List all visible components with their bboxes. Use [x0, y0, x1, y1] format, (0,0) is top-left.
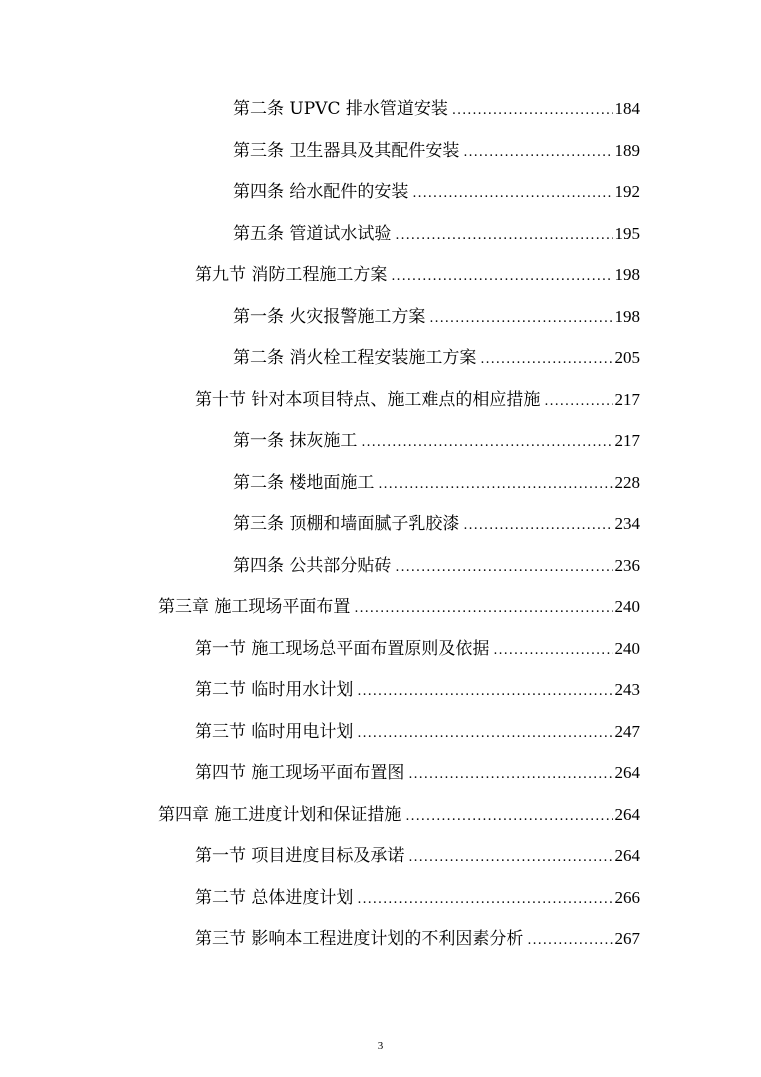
toc-entry[interactable] — [233, 555, 640, 579]
toc-entry[interactable] — [195, 928, 640, 952]
toc-entry-title: 第二节 临时用水计划 — [195, 680, 354, 700]
toc-entry[interactable] — [233, 98, 640, 122]
toc-entry[interactable] — [195, 389, 640, 413]
toc-entry-page: 184 — [614, 99, 640, 118]
toc-entry[interactable] — [195, 762, 640, 786]
toc-leader-dots — [395, 557, 612, 579]
toc-entry-title: 第四章 施工进度计划和保证措施 — [158, 805, 402, 825]
toc-entry-page: 189 — [614, 141, 640, 160]
toc-entry-title: 第二条 UPVC 排水管道安装 — [233, 99, 448, 119]
toc-entry[interactable] — [233, 181, 640, 205]
toc-entry-page: 198 — [614, 265, 640, 284]
toc-leader-dots — [405, 806, 612, 828]
toc-entry-title: 第三章 施工现场平面布置 — [158, 597, 351, 617]
toc-entry-page: 267 — [614, 929, 640, 948]
toc-leader-dots — [408, 847, 612, 869]
toc-entry[interactable] — [195, 638, 640, 662]
toc-entry-page: 192 — [614, 182, 640, 201]
toc-entry-page: 264 — [614, 805, 640, 824]
toc-entry-title: 第五条 管道试水试验 — [233, 224, 392, 244]
toc-entry[interactable] — [233, 223, 640, 247]
toc-entry-page: 240 — [614, 597, 640, 616]
toc-entry-page: 240 — [614, 639, 640, 658]
toc-leader-dots — [463, 142, 612, 164]
toc-entry-page: 228 — [614, 473, 640, 492]
toc-entry-title: 第一条 抹灰施工 — [233, 431, 358, 451]
toc-leader-dots — [527, 930, 612, 952]
toc-leader-dots — [357, 723, 612, 745]
toc-entry-page: 264 — [614, 846, 640, 865]
toc-entry-title: 第一条 火灾报警施工方案 — [233, 307, 426, 327]
toc-entry[interactable] — [233, 430, 640, 454]
toc-entry-title: 第一节 施工现场总平面布置原则及依据 — [195, 639, 490, 659]
toc-entry[interactable] — [158, 804, 640, 828]
toc-entry-page: 247 — [614, 722, 640, 741]
toc-entry-page: 217 — [614, 390, 640, 409]
toc-leader-dots — [452, 100, 613, 122]
toc-leader-dots — [544, 391, 612, 413]
toc-entry-page: 266 — [614, 888, 640, 907]
toc-entry[interactable] — [233, 140, 640, 164]
toc-leader-dots — [354, 598, 612, 620]
toc-leader-dots — [408, 764, 612, 786]
toc-entry-title: 第二条 消火栓工程安装施工方案 — [233, 348, 477, 368]
toc-entry[interactable] — [195, 721, 640, 745]
toc-entry-title: 第四条 公共部分贴砖 — [233, 556, 392, 576]
toc-entry-title: 第三条 卫生器具及其配件安装 — [233, 141, 460, 161]
toc-entry-title: 第十节 针对本项目特点、施工难点的相应措施 — [195, 390, 541, 410]
toc-leader-dots — [357, 681, 612, 703]
toc-leader-dots — [378, 474, 612, 496]
toc-entry-title: 第四节 施工现场平面布置图 — [195, 763, 405, 783]
toc-entry-page: 243 — [614, 680, 640, 699]
page-number: 3 — [377, 1040, 384, 1052]
toc-entry[interactable] — [195, 887, 640, 911]
toc-leader-dots — [463, 515, 612, 537]
toc-entry[interactable] — [233, 472, 640, 496]
toc-entry[interactable] — [195, 679, 640, 703]
toc-leader-dots — [429, 308, 612, 330]
toc-entry[interactable] — [233, 347, 640, 371]
toc-entry[interactable] — [195, 845, 640, 869]
toc-entry-title: 第三条 顶棚和墙面腻子乳胶漆 — [233, 514, 460, 534]
toc-leader-dots — [480, 349, 612, 371]
toc-entry-title: 第四条 给水配件的安装 — [233, 182, 409, 202]
toc-leader-dots — [493, 640, 612, 662]
toc-entry-title: 第九节 消防工程施工方案 — [195, 265, 388, 285]
toc-entry-page: 198 — [614, 307, 640, 326]
toc-entry[interactable] — [233, 513, 640, 537]
toc-entry-page: 236 — [614, 556, 640, 575]
toc-entry-title: 第一节 项目进度目标及承诺 — [195, 846, 405, 866]
toc-leader-dots — [361, 432, 612, 454]
toc-leader-dots — [357, 889, 612, 911]
toc-entry-title: 第二条 楼地面施工 — [233, 473, 375, 493]
toc-entry-title: 第三节 临时用电计划 — [195, 722, 354, 742]
toc-entry-page: 234 — [614, 514, 640, 533]
toc-entry-title: 第二节 总体进度计划 — [195, 888, 354, 908]
toc-entry[interactable] — [158, 596, 640, 620]
toc-leader-dots — [395, 225, 612, 247]
toc-entry[interactable] — [233, 306, 640, 330]
toc-entry[interactable] — [195, 264, 640, 288]
toc-entry-page: 195 — [614, 224, 640, 243]
toc-leader-dots — [391, 266, 612, 288]
toc-entry-title: 第三节 影响本工程进度计划的不利因素分析 — [195, 929, 524, 949]
toc-entry-page: 264 — [614, 763, 640, 782]
toc-leader-dots — [412, 183, 612, 205]
toc-entry-page: 217 — [614, 431, 640, 450]
toc-entry-page: 205 — [614, 348, 640, 367]
